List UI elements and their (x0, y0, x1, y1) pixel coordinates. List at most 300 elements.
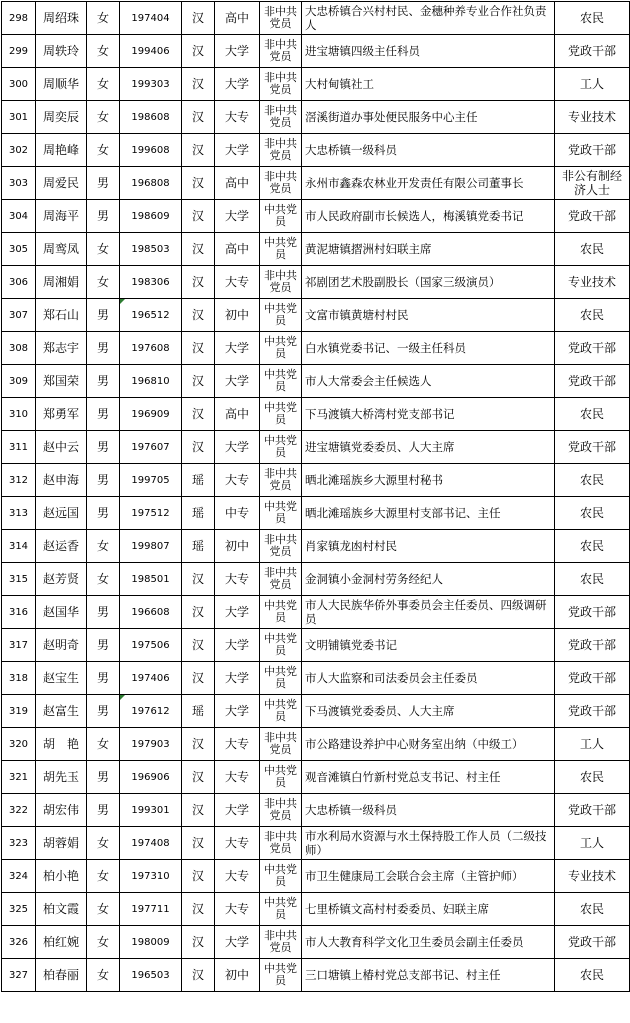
cell-birth: 197711 (120, 893, 182, 926)
cell-ethnicity: 汉 (182, 2, 215, 35)
cell-birth: 198306 (120, 266, 182, 299)
cell-party: 中共党员 (260, 497, 302, 530)
cell-number: 298 (2, 2, 36, 35)
table-row (2, 233, 630, 266)
cell-birth: 197607 (120, 431, 182, 464)
cell-position: 文富市镇黄塘村村民 (302, 299, 555, 332)
cell-birth: 196808 (120, 167, 182, 200)
cell-ethnicity: 汉 (182, 761, 215, 794)
table-row (2, 68, 630, 101)
table-row (2, 695, 630, 728)
table-row (2, 827, 630, 860)
cell-comment-marker-icon (120, 299, 125, 304)
cell-birth: 199301 (120, 794, 182, 827)
table-row (2, 662, 630, 695)
cell-name: 胡蓉娟 (36, 827, 87, 860)
cell-category: 党政干部 (555, 35, 630, 68)
cell-number: 315 (2, 563, 36, 596)
cell-education: 大学 (215, 596, 260, 629)
table-row (2, 926, 630, 959)
cell-category: 农民 (555, 893, 630, 926)
cell-category: 专业技术 (555, 266, 630, 299)
cell-position: 大忠桥镇合兴村村民、金穗种养专业合作社负责人 (302, 2, 555, 35)
cell-birth: 199608 (120, 134, 182, 167)
cell-name: 柏红婉 (36, 926, 87, 959)
cell-name: 胡宏伟 (36, 794, 87, 827)
cell-birth: 198608 (120, 101, 182, 134)
cell-position: 市人大民族华侨外事委员会主任委员、四级调研员 (302, 596, 555, 629)
cell-name: 胡先玉 (36, 761, 87, 794)
cell-sex: 女 (87, 728, 120, 761)
cell-position: 市人大教育科学文化卫生委员会副主任委员 (302, 926, 555, 959)
table-row (2, 134, 630, 167)
cell-position: 祁剧团艺术股副股长（国家三级演员） (302, 266, 555, 299)
cell-sex: 女 (87, 530, 120, 563)
cell-sex: 女 (87, 2, 120, 35)
cell-sex: 女 (87, 959, 120, 992)
cell-education: 大专 (215, 728, 260, 761)
cell-birth: 197506 (120, 629, 182, 662)
cell-position: 大忠桥镇一级科员 (302, 134, 555, 167)
table-row (2, 332, 630, 365)
cell-category: 党政干部 (555, 695, 630, 728)
cell-sex: 男 (87, 398, 120, 431)
cell-number: 327 (2, 959, 36, 992)
cell-education: 大学 (215, 365, 260, 398)
cell-education: 中专 (215, 497, 260, 530)
cell-name: 柏春丽 (36, 959, 87, 992)
cell-sex: 男 (87, 662, 120, 695)
cell-category: 党政干部 (555, 596, 630, 629)
cell-comment-marker-icon (120, 695, 125, 700)
cell-birth: 196906 (120, 761, 182, 794)
cell-party: 中共党员 (260, 893, 302, 926)
cell-party: 中共党员 (260, 761, 302, 794)
cell-birth: 198009 (120, 926, 182, 959)
cell-number: 320 (2, 728, 36, 761)
cell-birth: 199705 (120, 464, 182, 497)
cell-education: 大专 (215, 101, 260, 134)
cell-party: 中共党员 (260, 332, 302, 365)
cell-name: 周爱民 (36, 167, 87, 200)
cell-number: 300 (2, 68, 36, 101)
cell-name: 柏小艳 (36, 860, 87, 893)
cell-ethnicity: 汉 (182, 200, 215, 233)
cell-category: 农民 (555, 530, 630, 563)
cell-ethnicity: 汉 (182, 662, 215, 695)
cell-party: 非中共党员 (260, 167, 302, 200)
cell-birth: 196608 (120, 596, 182, 629)
cell-number: 321 (2, 761, 36, 794)
cell-category: 农民 (555, 497, 630, 530)
table-row (2, 530, 630, 563)
cell-position: 观音滩镇白竹新村党总支书记、村主任 (302, 761, 555, 794)
cell-category: 党政干部 (555, 926, 630, 959)
cell-education: 大专 (215, 563, 260, 596)
cell-party: 非中共党员 (260, 827, 302, 860)
cell-name: 赵明奇 (36, 629, 87, 662)
cell-party: 非中共党员 (260, 926, 302, 959)
cell-category: 党政干部 (555, 662, 630, 695)
cell-category: 农民 (555, 2, 630, 35)
cell-category: 农民 (555, 761, 630, 794)
cell-number: 308 (2, 332, 36, 365)
cell-birth: 198501 (120, 563, 182, 596)
cell-position: 黄泥塘镇摺洲村妇联主席 (302, 233, 555, 266)
cell-birth-text: 196512 (131, 309, 170, 321)
cell-sex: 男 (87, 332, 120, 365)
cell-category: 农民 (555, 233, 630, 266)
cell-position: 永州市鑫森农林业开发责任有限公司董事长 (302, 167, 555, 200)
cell-number: 301 (2, 101, 36, 134)
cell-sex: 男 (87, 431, 120, 464)
cell-position: 晒北滩瑶族乡大源里村支部书记、主任 (302, 497, 555, 530)
cell-name: 郑石山 (36, 299, 87, 332)
cell-sex: 女 (87, 563, 120, 596)
table-row (2, 893, 630, 926)
cell-position: 下马渡镇大桥湾村党支部书记 (302, 398, 555, 431)
cell-sex: 女 (87, 266, 120, 299)
cell-number: 314 (2, 530, 36, 563)
cell-number: 316 (2, 596, 36, 629)
cell-ethnicity: 汉 (182, 233, 215, 266)
cell-education: 大学 (215, 662, 260, 695)
cell-number: 306 (2, 266, 36, 299)
cell-party: 非中共党员 (260, 464, 302, 497)
cell-sex: 女 (87, 134, 120, 167)
cell-education: 大专 (215, 761, 260, 794)
table-body (2, 2, 630, 992)
cell-ethnicity: 汉 (182, 332, 215, 365)
table-row (2, 200, 630, 233)
cell-education: 大学 (215, 35, 260, 68)
candidate-table (1, 1, 630, 992)
cell-education: 大学 (215, 695, 260, 728)
cell-party: 非中共党员 (260, 794, 302, 827)
cell-party: 非中共党员 (260, 2, 302, 35)
table-row (2, 629, 630, 662)
cell-sex: 女 (87, 101, 120, 134)
cell-ethnicity: 汉 (182, 35, 215, 68)
table-row (2, 860, 630, 893)
cell-party: 中共党员 (260, 431, 302, 464)
table-row (2, 167, 630, 200)
cell-education: 高中 (215, 398, 260, 431)
cell-ethnicity: 汉 (182, 398, 215, 431)
cell-ethnicity: 汉 (182, 794, 215, 827)
cell-birth-text: 197612 (131, 705, 170, 717)
cell-sex: 女 (87, 926, 120, 959)
table-row (2, 101, 630, 134)
cell-number: 323 (2, 827, 36, 860)
cell-ethnicity: 汉 (182, 266, 215, 299)
cell-party: 中共党员 (260, 233, 302, 266)
cell-number: 322 (2, 794, 36, 827)
cell-name: 赵中云 (36, 431, 87, 464)
cell-category: 党政干部 (555, 431, 630, 464)
cell-category: 专业技术 (555, 860, 630, 893)
cell-number: 310 (2, 398, 36, 431)
cell-birth: 199303 (120, 68, 182, 101)
cell-name: 赵远国 (36, 497, 87, 530)
cell-position: 白水镇党委书记、一级主任科员 (302, 332, 555, 365)
cell-number: 318 (2, 662, 36, 695)
cell-birth: 199406 (120, 35, 182, 68)
cell-ethnicity: 汉 (182, 167, 215, 200)
cell-name: 郑志宇 (36, 332, 87, 365)
cell-category: 非公有制经济人士 (555, 167, 630, 200)
table-row (2, 794, 630, 827)
cell-name: 周湘娟 (36, 266, 87, 299)
cell-party: 非中共党员 (260, 68, 302, 101)
cell-name: 周顺华 (36, 68, 87, 101)
cell-category: 农民 (555, 398, 630, 431)
cell-category: 党政干部 (555, 332, 630, 365)
cell-number: 313 (2, 497, 36, 530)
cell-category: 工人 (555, 827, 630, 860)
cell-position: 三口塘镇上椿村党总支部书记、村主任 (302, 959, 555, 992)
cell-ethnicity: 汉 (182, 728, 215, 761)
cell-position: 进宝塘镇四级主任科员 (302, 35, 555, 68)
cell-ethnicity: 瑶 (182, 464, 215, 497)
cell-position: 市人大常委会主任候选人 (302, 365, 555, 398)
cell-birth: 197404 (120, 2, 182, 35)
cell-sex: 女 (87, 860, 120, 893)
cell-birth: 197608 (120, 332, 182, 365)
cell-position: 市水利局水资源与水土保持股工作人员（二级技师） (302, 827, 555, 860)
cell-sex: 男 (87, 629, 120, 662)
cell-position: 金洞镇小金洞村劳务经纪人 (302, 563, 555, 596)
table-row (2, 959, 630, 992)
cell-name: 周奕辰 (36, 101, 87, 134)
cell-birth: 197408 (120, 827, 182, 860)
table-row (2, 35, 630, 68)
cell-sex: 女 (87, 233, 120, 266)
cell-position: 进宝塘镇党委委员、人大主席 (302, 431, 555, 464)
cell-birth: 198503 (120, 233, 182, 266)
cell-ethnicity: 汉 (182, 629, 215, 662)
cell-ethnicity: 汉 (182, 431, 215, 464)
table-row (2, 497, 630, 530)
cell-number: 299 (2, 35, 36, 68)
cell-sex: 男 (87, 299, 120, 332)
cell-number: 311 (2, 431, 36, 464)
cell-position: 文明铺镇党委书记 (302, 629, 555, 662)
cell-sex: 女 (87, 35, 120, 68)
cell-sex: 男 (87, 167, 120, 200)
cell-category: 专业技术 (555, 101, 630, 134)
cell-name: 赵国华 (36, 596, 87, 629)
cell-name: 赵芳贤 (36, 563, 87, 596)
cell-education: 大专 (215, 266, 260, 299)
cell-education: 大学 (215, 794, 260, 827)
cell-education: 大专 (215, 827, 260, 860)
table-row (2, 365, 630, 398)
cell-party: 非中共党员 (260, 35, 302, 68)
cell-birth (120, 695, 182, 728)
cell-birth: 199807 (120, 530, 182, 563)
cell-birth: 198609 (120, 200, 182, 233)
cell-sex: 男 (87, 365, 120, 398)
cell-position: 市卫生健康局工会联合会主席（主管护师） (302, 860, 555, 893)
cell-party: 非中共党员 (260, 101, 302, 134)
cell-category: 农民 (555, 299, 630, 332)
cell-ethnicity: 汉 (182, 101, 215, 134)
cell-party: 中共党员 (260, 398, 302, 431)
cell-ethnicity: 汉 (182, 827, 215, 860)
cell-ethnicity: 汉 (182, 596, 215, 629)
cell-party: 中共党员 (260, 695, 302, 728)
cell-number: 307 (2, 299, 36, 332)
cell-position: 市公路建设养护中心财务室出纳（中级工） (302, 728, 555, 761)
cell-number: 325 (2, 893, 36, 926)
cell-name: 周艳峰 (36, 134, 87, 167)
cell-name: 赵申海 (36, 464, 87, 497)
table-row (2, 431, 630, 464)
cell-number: 303 (2, 167, 36, 200)
cell-ethnicity: 汉 (182, 959, 215, 992)
cell-category: 工人 (555, 728, 630, 761)
cell-education: 高中 (215, 233, 260, 266)
cell-sex: 女 (87, 827, 120, 860)
cell-education: 大学 (215, 200, 260, 233)
cell-education: 大学 (215, 134, 260, 167)
cell-education: 高中 (215, 2, 260, 35)
cell-ethnicity: 汉 (182, 299, 215, 332)
table-row (2, 761, 630, 794)
cell-party: 中共党员 (260, 365, 302, 398)
cell-education: 初中 (215, 299, 260, 332)
cell-name: 郑勇军 (36, 398, 87, 431)
cell-ethnicity: 瑶 (182, 530, 215, 563)
cell-position: 下马渡镇党委委员、人大主席 (302, 695, 555, 728)
cell-ethnicity: 汉 (182, 365, 215, 398)
cell-name: 赵富生 (36, 695, 87, 728)
table-row (2, 464, 630, 497)
cell-category: 党政干部 (555, 200, 630, 233)
cell-sex: 男 (87, 596, 120, 629)
cell-name: 郑国荣 (36, 365, 87, 398)
cell-sex: 男 (87, 464, 120, 497)
cell-birth: 197903 (120, 728, 182, 761)
cell-education: 大专 (215, 860, 260, 893)
cell-category: 农民 (555, 959, 630, 992)
cell-position: 晒北滩瑶族乡大源里村秘书 (302, 464, 555, 497)
table-row (2, 596, 630, 629)
table-row (2, 2, 630, 35)
cell-sex: 男 (87, 200, 120, 233)
cell-party: 非中共党员 (260, 563, 302, 596)
cell-number: 326 (2, 926, 36, 959)
cell-birth: 197406 (120, 662, 182, 695)
cell-ethnicity: 瑶 (182, 695, 215, 728)
cell-name: 周轶玲 (36, 35, 87, 68)
cell-category: 农民 (555, 563, 630, 596)
cell-education: 大学 (215, 431, 260, 464)
cell-party: 中共党员 (260, 629, 302, 662)
table-row (2, 299, 630, 332)
cell-sex: 女 (87, 893, 120, 926)
cell-category: 党政干部 (555, 365, 630, 398)
cell-education: 大专 (215, 464, 260, 497)
cell-name: 胡 艳 (36, 728, 87, 761)
cell-party: 非中共党员 (260, 728, 302, 761)
table-row (2, 728, 630, 761)
cell-education: 大专 (215, 893, 260, 926)
cell-name: 周鸾凤 (36, 233, 87, 266)
cell-birth (120, 299, 182, 332)
cell-birth: 197512 (120, 497, 182, 530)
cell-ethnicity: 汉 (182, 926, 215, 959)
cell-position: 滘溪街道办事处便民服务中心主任 (302, 101, 555, 134)
cell-number: 304 (2, 200, 36, 233)
cell-education: 初中 (215, 959, 260, 992)
cell-birth: 196909 (120, 398, 182, 431)
cell-name: 赵运香 (36, 530, 87, 563)
cell-number: 309 (2, 365, 36, 398)
cell-position: 市人民政府副市长候选人，梅溪镇党委书记 (302, 200, 555, 233)
cell-sex: 男 (87, 761, 120, 794)
cell-category: 党政干部 (555, 794, 630, 827)
cell-education: 初中 (215, 530, 260, 563)
table-row (2, 398, 630, 431)
cell-position: 七里桥镇文高村村委委员、妇联主席 (302, 893, 555, 926)
cell-education: 大学 (215, 332, 260, 365)
cell-position: 大忠桥镇一级科员 (302, 794, 555, 827)
cell-ethnicity: 汉 (182, 68, 215, 101)
cell-education: 大学 (215, 926, 260, 959)
cell-category: 党政干部 (555, 629, 630, 662)
cell-ethnicity: 汉 (182, 134, 215, 167)
cell-party: 中共党员 (260, 596, 302, 629)
cell-ethnicity: 汉 (182, 860, 215, 893)
cell-position: 大村甸镇社工 (302, 68, 555, 101)
cell-education: 高中 (215, 167, 260, 200)
cell-party: 中共党员 (260, 860, 302, 893)
cell-birth: 196503 (120, 959, 182, 992)
cell-number: 302 (2, 134, 36, 167)
cell-party: 非中共党员 (260, 134, 302, 167)
cell-ethnicity: 汉 (182, 893, 215, 926)
cell-number: 305 (2, 233, 36, 266)
cell-education: 大学 (215, 629, 260, 662)
cell-sex: 男 (87, 794, 120, 827)
cell-party: 中共党员 (260, 662, 302, 695)
cell-party: 中共党员 (260, 200, 302, 233)
cell-sex: 女 (87, 68, 120, 101)
cell-category: 工人 (555, 68, 630, 101)
cell-name: 赵宝生 (36, 662, 87, 695)
cell-name: 周海平 (36, 200, 87, 233)
cell-ethnicity: 瑶 (182, 497, 215, 530)
cell-category: 农民 (555, 464, 630, 497)
cell-number: 312 (2, 464, 36, 497)
cell-party: 非中共党员 (260, 530, 302, 563)
cell-position: 市人大监察和司法委员会主任委员 (302, 662, 555, 695)
cell-name: 周绍珠 (36, 2, 87, 35)
cell-name: 柏文霞 (36, 893, 87, 926)
cell-birth: 196810 (120, 365, 182, 398)
cell-number: 317 (2, 629, 36, 662)
cell-ethnicity: 汉 (182, 563, 215, 596)
cell-sex: 男 (87, 497, 120, 530)
cell-number: 319 (2, 695, 36, 728)
table-row (2, 563, 630, 596)
cell-sex: 男 (87, 695, 120, 728)
cell-birth: 197310 (120, 860, 182, 893)
cell-party: 中共党员 (260, 299, 302, 332)
cell-number: 324 (2, 860, 36, 893)
